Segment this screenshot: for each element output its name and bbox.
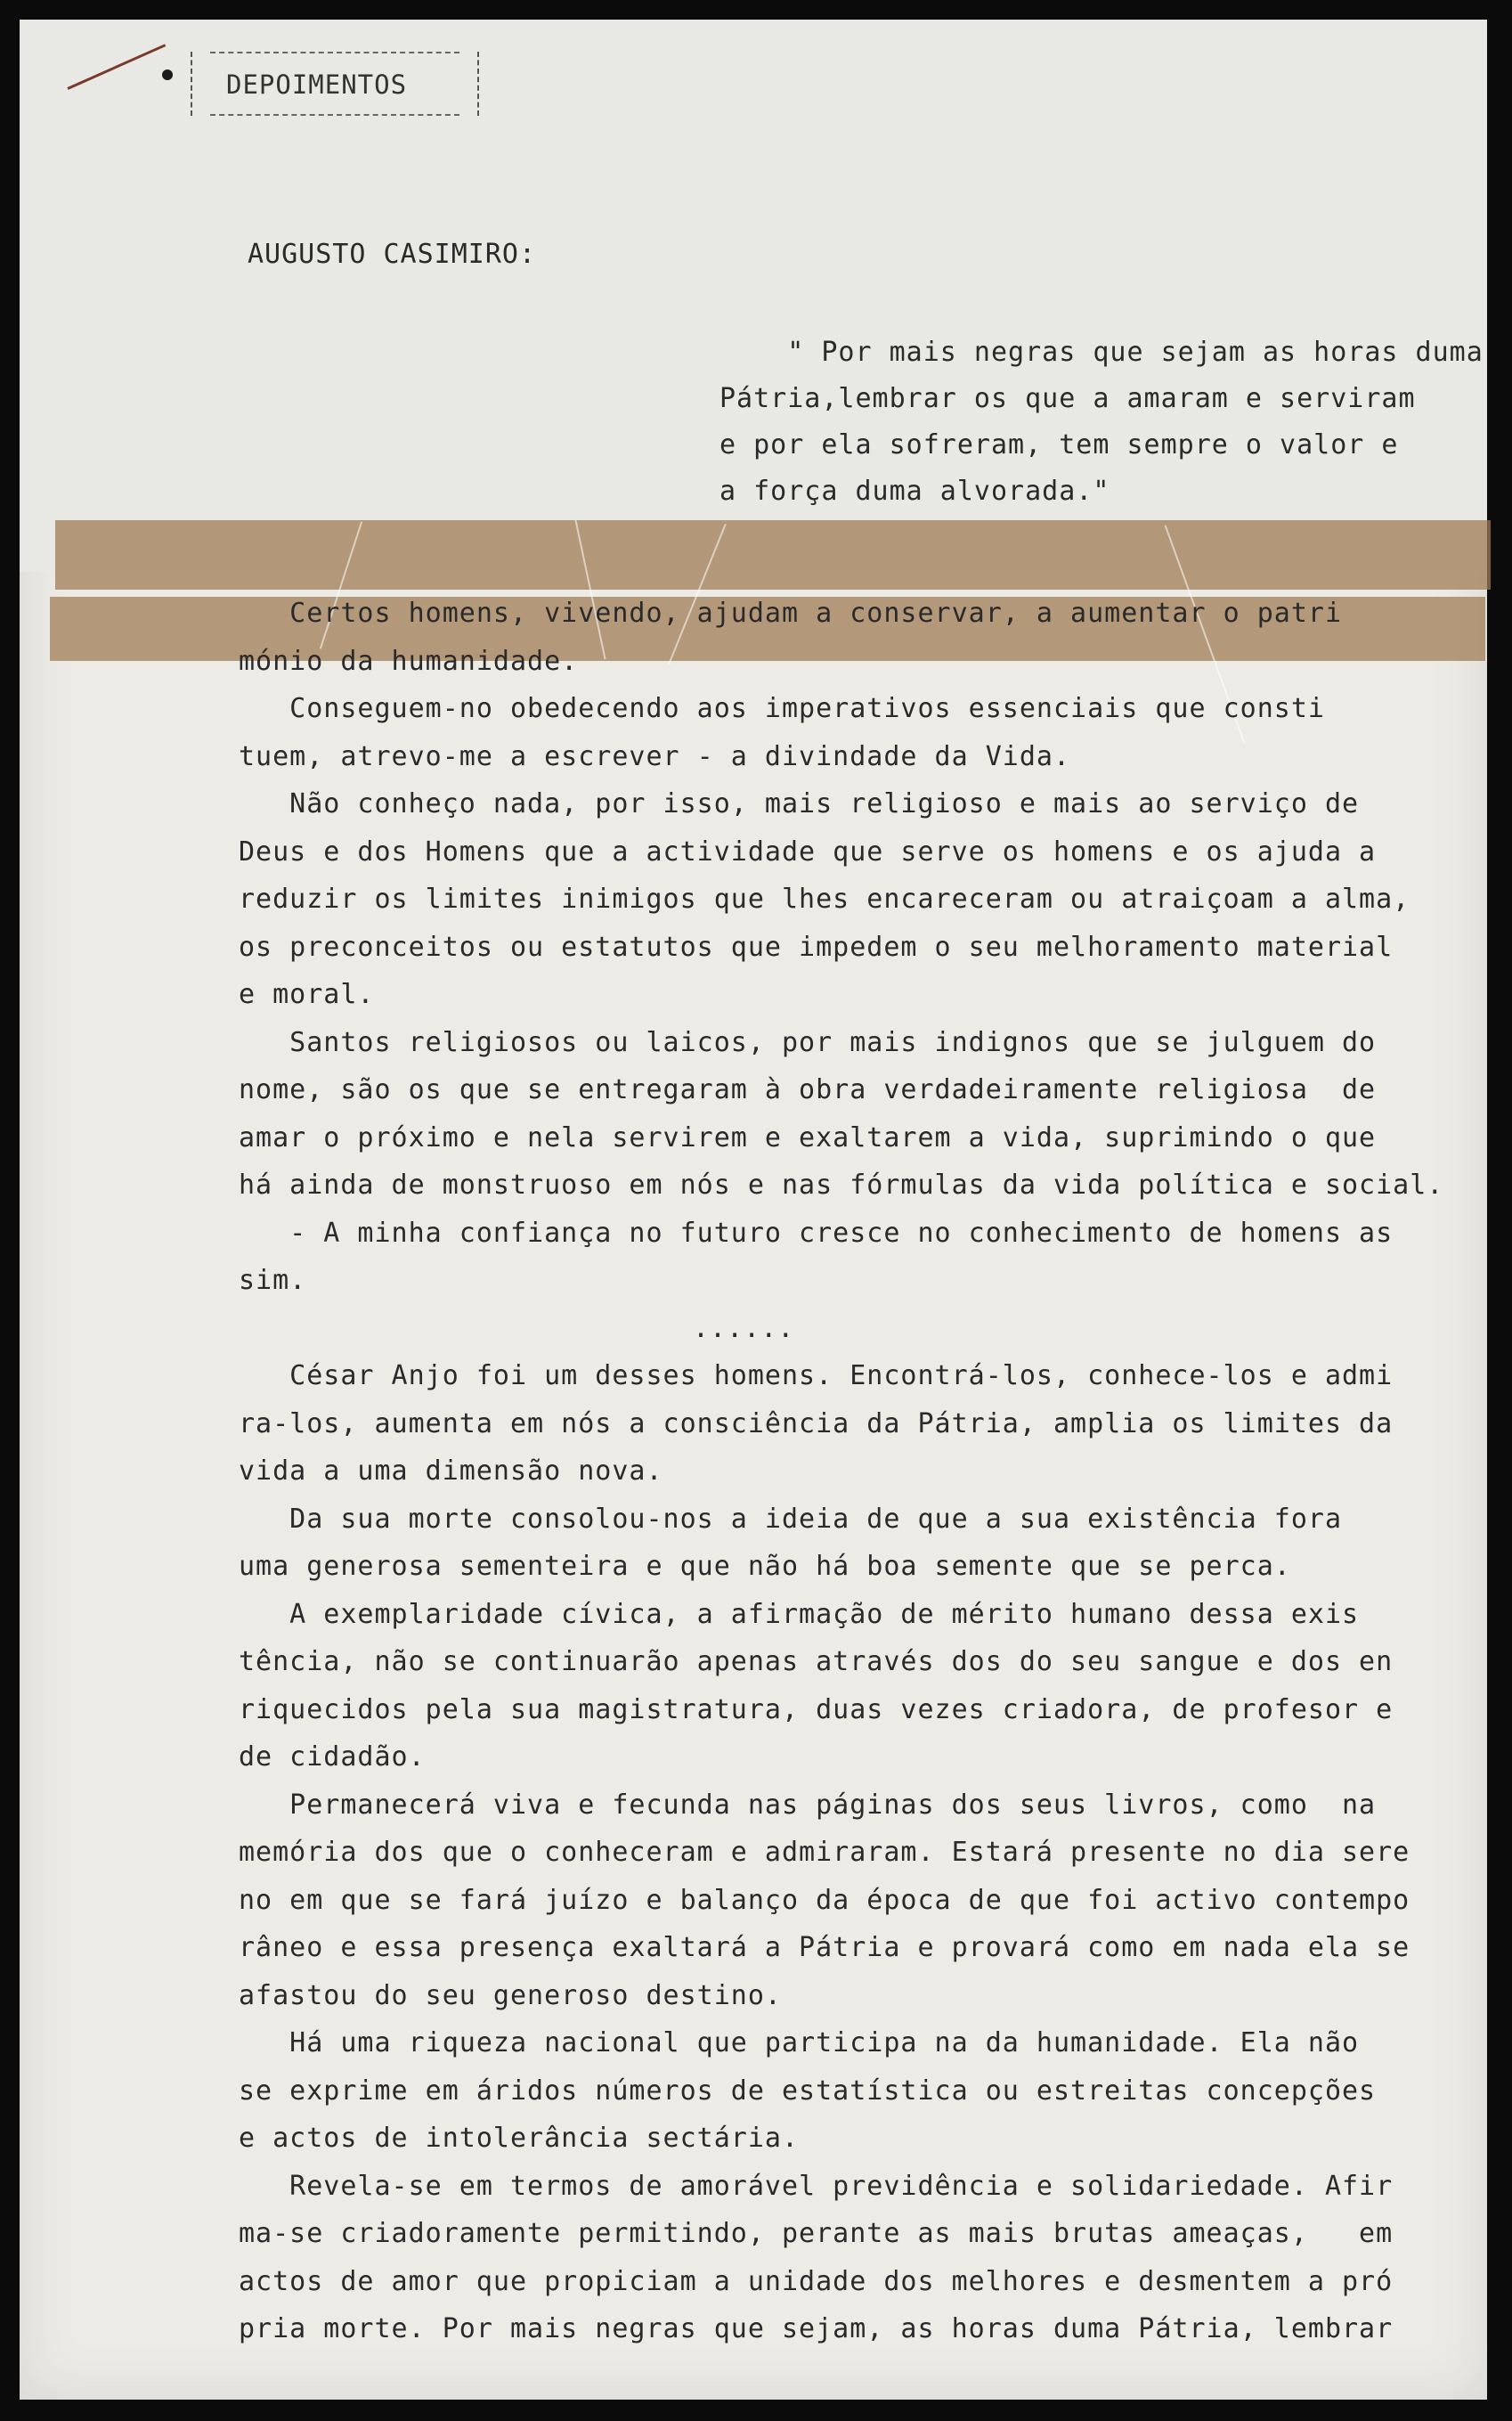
text-line: riquecidos pela sua magistratura, duas vezes criadora, de profesor e [239, 1693, 1394, 1725]
text-line: se exprime em áridos números de estatística ou estreitas concepções [239, 2075, 1377, 2107]
text-line: no em que se fará juízo e balanço da época de que foi activo contempo [239, 1884, 1410, 1916]
document-page [20, 20, 1487, 2400]
section-header: DEPOIMENTOS [226, 69, 408, 100]
text-line: memória dos que o conheceram e admiraram. Estará presente no dia sere [239, 1837, 1410, 1868]
text-line: Conseguem-no obedecendo aos imperativos essenciais que consti [239, 693, 1325, 724]
adhesive-tape [55, 520, 1491, 590]
text-line: reduzir os limites inimigos que lhes encareceram ou atraiçoam a alma, [239, 884, 1410, 915]
author-name: AUGUSTO CASIMIRO: [248, 239, 537, 270]
text-line: amar o próximo e nela servirem e exaltarem a vida, suprimindo o que [239, 1121, 1377, 1153]
text-line: mónio da humanidade. [239, 645, 579, 677]
text-line: pria morte. Por mais negras que sejam, as horas duma Pátria, lembrar [239, 2313, 1394, 2344]
quote-line: a força duma alvorada." [719, 476, 1110, 507]
text-line: Da sua morte consolou-nos a ideia de que a sua existência fora [239, 1503, 1342, 1535]
text-line: e actos de intolerância sectária. [239, 2123, 800, 2154]
text-line: Não conheço nada, por isso, mais religioso e mais ao serviço de [239, 788, 1360, 819]
text-line: A exemplaridade cívica, a afirmação de mérito humano dessa exis [239, 1598, 1360, 1630]
text-line: uma generosa sementeira e que não há boa semente que se perca. [239, 1551, 1291, 1582]
text-line: - A minha confiança no futuro cresce no conhecimento de homens as [239, 1217, 1394, 1249]
text-line: Santos religiosos ou laicos, por mais indignos que se julguem do [239, 1026, 1377, 1058]
text-line: tência, não se continuarão apenas através dos do seu sangue e dos en [239, 1646, 1394, 1677]
text-line: Deus e dos Homens que a actividade que serve os homens e os ajuda a [239, 836, 1377, 868]
text-line: sim. [239, 1265, 307, 1296]
text-line: ma-se criadoramente permitindo, perante as mais brutas ameaças, em [239, 2218, 1394, 2249]
text-line: Permanecerá viva e fecunda nas páginas dos seus livros, como na [239, 1789, 1377, 1821]
text-line: vida a uma dimensão nova. [239, 1455, 663, 1487]
pin-head [162, 69, 173, 80]
quote-line: Pátria,lembrar os que a amaram e serviram [719, 383, 1416, 414]
text-line: os preconceitos ou estatutos que impedem o seu melhoramento material [239, 931, 1394, 963]
text-line: râneo e essa presença exaltará a Pátria e provará como em nada ela se [239, 1932, 1410, 1963]
text-line: Revela-se em termos de amorável previdência e solidariedade. Afir [239, 2170, 1394, 2202]
text-line: e moral. [239, 979, 375, 1010]
text-line: ra-los, aumenta em nós a consciência da Pátria, amplia os limites da [239, 1407, 1394, 1439]
body-text [239, 590, 1512, 2353]
text-line: César Anjo foi um desses homens. Encontrá-los, conhece-los e admi [239, 1360, 1394, 1391]
text-line: há ainda de monstruoso em nós e nas fórmulas da vida política e social. [239, 1170, 1444, 1201]
quote-line: e por ela sofreram, tem sempre o valor e [719, 429, 1399, 461]
text-line: de cidadão. [239, 1741, 426, 1773]
text-line: Há uma riqueza nacional que participa na da humanidade. Ela não [239, 2027, 1360, 2058]
text-line: tuem, atrevo-me a escrever - a divindade da Vida. [239, 740, 1071, 772]
separator-dots: ...... [693, 1312, 795, 1344]
text-line: afastou do seu generoso destino. [239, 1979, 782, 2011]
text-line: nome, são os que se entregaram à obra verdadeiramente religiosa de [239, 1074, 1377, 1105]
text-line: actos de amor que propiciam a unidade dos melhores e desmentem a pró [239, 2265, 1394, 2297]
quote-line: " Por mais negras que sejam as horas duma [787, 337, 1484, 368]
text-line: Certos homens, vivendo, ajudam a conservar, a aumentar o patri [239, 598, 1342, 629]
